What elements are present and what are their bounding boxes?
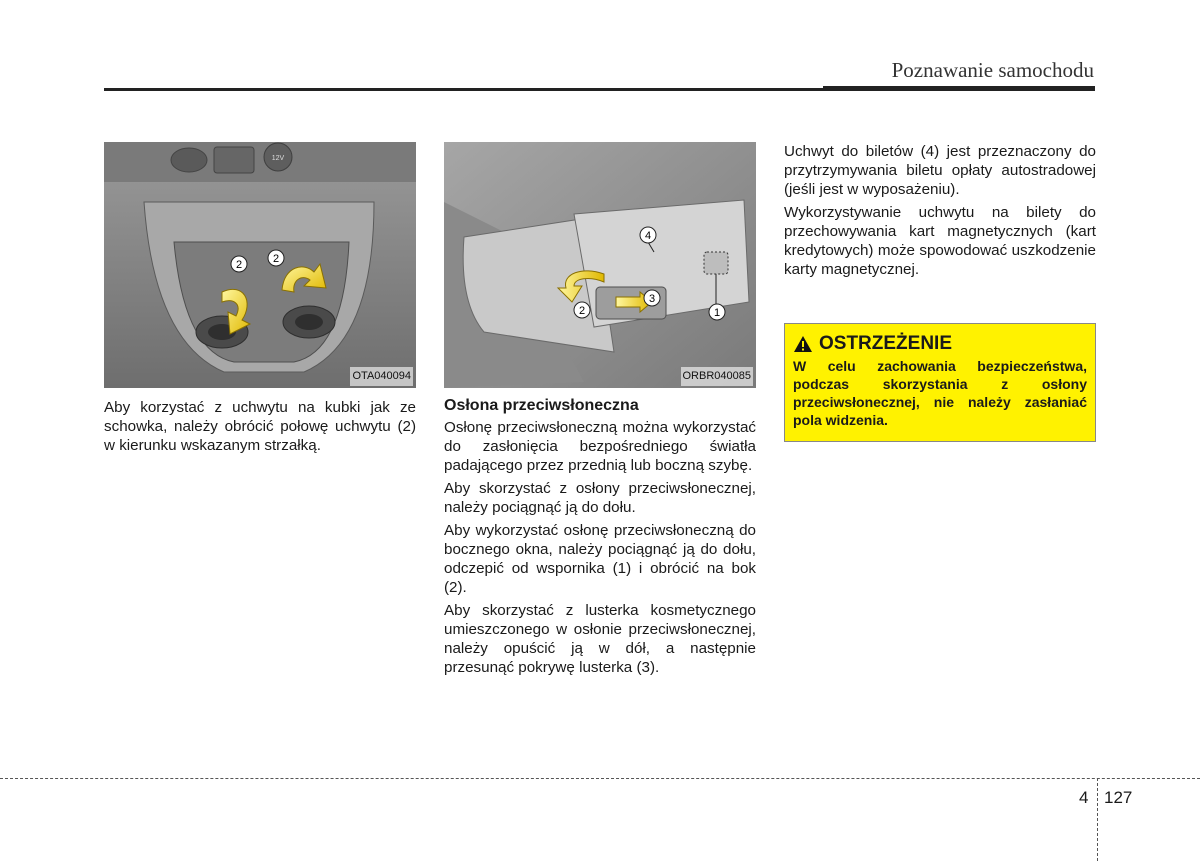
section-title: Poznawanie samochodu [891, 58, 1094, 82]
section-heading: Osłona przeciwsłoneczna [444, 397, 639, 414]
footer-rule [0, 778, 1200, 779]
paragraph: Uchwyt do biletów (4) jest przeznaczony do przytrzymywania biletu opłaty autostradowej (jeśli jest w wyposażeniu). [784, 143, 1096, 198]
warning-text: W celu zachowania bezpieczeństwa, podczas skorzystania z osłony przeciwsłonecznej, nie należy zasłaniać pola widzenia. [793, 358, 1087, 428]
callout-label: 2 [235, 259, 243, 271]
cup-holder-figure [104, 142, 416, 388]
socket-label: 12V [271, 155, 285, 162]
column-cup-holder [104, 142, 416, 459]
warning-title: OSTRZEŻENIE [819, 333, 953, 354]
callout-label: 2 [578, 305, 586, 317]
paragraph: Aby wykorzystać osłonę przeciwsłoneczną do bocznego okna, należy pociągnąć ją do dołu, odczepić od wspornika (1) i obrócić na bok (2). [444, 522, 756, 596]
paragraph: Aby skorzystać z osłony przeciwsłonecznej, należy pociągnąć ją do dołu. [444, 480, 756, 516]
callout-label: 1 [713, 307, 721, 319]
callout-label: 3 [648, 293, 656, 305]
paragraph: Osłonę przeciwsłoneczną można wykorzystać do zasłonięcia bezpośredniego światła padającego przez przednią lub boczną szybę. [444, 419, 756, 474]
page-number: 127 [1104, 788, 1133, 807]
paragraph: Wykorzystywanie uchwytu na bilety do przechowywania kart magnetycznych (kart kredytowych) może spowodować uszkodzenie karty magnetycznej. [784, 204, 1096, 278]
warning-box [784, 323, 1096, 442]
column-sun-visor [444, 142, 756, 681]
callout-label: 4 [644, 230, 652, 242]
warning-triangle-icon [793, 335, 813, 353]
sun-visor-figure [444, 142, 756, 388]
cup-holder-caption: Aby korzystać z uchwytu na kubki jak ze schowka, należy obrócić połowę uchwytu (2) w kierunku wskazanym strzałką. [104, 399, 416, 454]
header-rule-accent [823, 86, 1095, 91]
column-ticket-holder [784, 142, 1096, 442]
callout-label: 2 [272, 253, 280, 265]
paragraph: Aby skorzystać z lusterka kosmetycznego umieszczonego w osłonie przeciwsłonecznej, należy opuścić ją w dół, a następnie przesunąć pokrywę lusterka (3). [444, 602, 756, 676]
footer-divider [1097, 778, 1098, 861]
cup-holder-illustration [104, 142, 416, 388]
sun-visor-illustration [444, 142, 756, 388]
chapter-number: 4 [1079, 788, 1089, 807]
figure-code: OTA040094 [350, 367, 413, 386]
figure-code: ORBR040085 [681, 367, 754, 386]
warning-title-row [793, 334, 1087, 353]
